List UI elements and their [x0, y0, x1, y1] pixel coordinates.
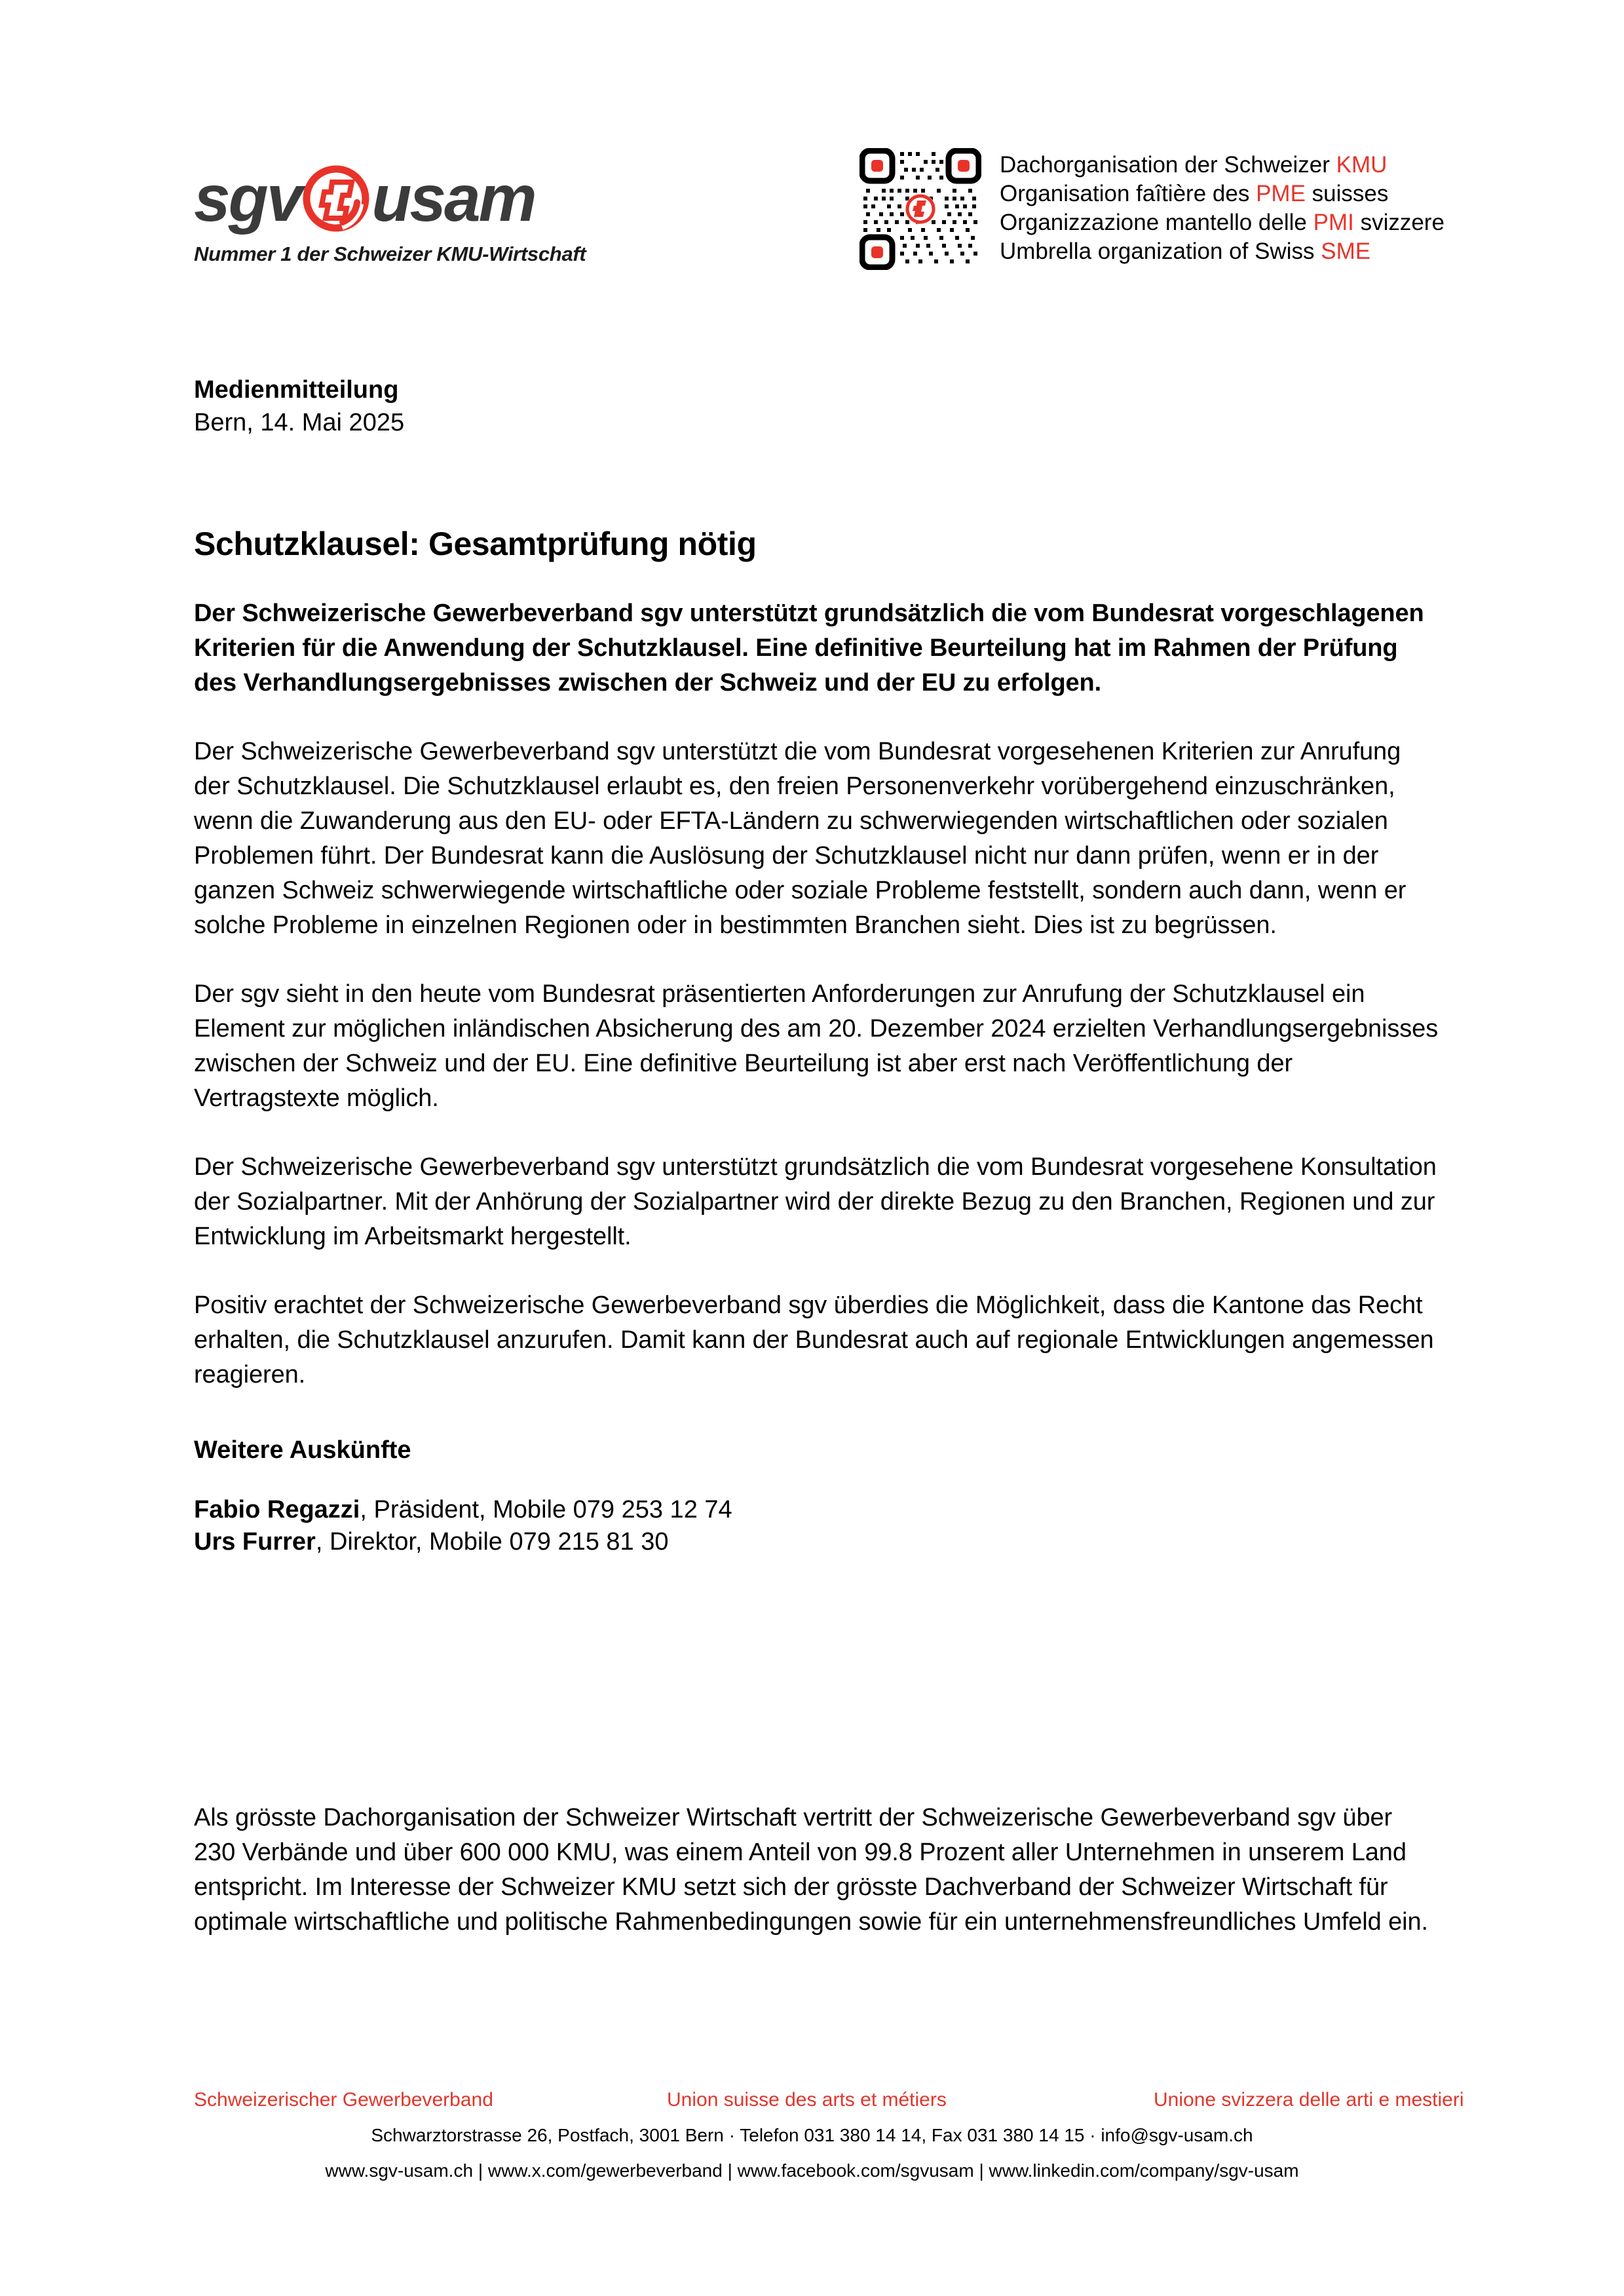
logo-text-usam: usam: [371, 162, 535, 235]
footer-links-line[interactable]: www.sgv-usam.ch | www.x.com/gewerbeverband | www.facebook.com/sgvusam | www.linkedin.com/company/sgv-usam: [325, 2160, 1299, 2181]
qr-code-icon[interactable]: [859, 148, 981, 270]
org-line-fr-prefix: Organisation faîtière des: [1000, 181, 1256, 206]
org-line-en-highlight: SME: [1321, 239, 1371, 264]
body-paragraph-4: Positiv erachtet der Schweizerische Gewerbeverband sgv überdies die Möglichkeit, dass die Kantone das Recht erhalten, die Schutzklausel anzurufen. Damit kann der Bundesrat auch auf regionale Entwicklungen angemessen reagieren.: [194, 1292, 1434, 1388]
footer-address-line: Schwarztorstrasse 26, Postfach, 3001 Bern · Telefon 031 380 14 14, Fax 031 380 14 15 · info@sgv-usam.ch: [371, 2125, 1253, 2145]
body-paragraph-1: Der Schweizerische Gewerbeverband sgv unterstützt die vom Bundesrat vorgesehenen Kriterien zur Anrufung der Schutzklausel. Die Schutzklausel erlaubt es, den freien Personenverkehr vorübergehend einzuschränken, wenn die Zuwanderung aus den EU- oder EFTA-Ländern zu schwerwiegenden wirtschaftlichen oder sozialen Problemen führt. Der Bundesrat kann die Auslösung der Schutzklausel nicht nur dann prüfen, wenn er in der ganzen Schweiz schwerwiegende wirtschaftliche oder soziale Probleme feststellt, sondern auch dann, wenn er solche Probleme in einzelnen Regionen oder in bestimmten Branchen sieht. Dies ist zu begrüssen.: [194, 738, 1407, 939]
organization-identity-block: [859, 148, 1445, 270]
sgv-usam-logo: [194, 160, 600, 266]
sgv-usam-circle-logo-icon: [302, 164, 370, 233]
org-line-fr-highlight: PME: [1256, 181, 1306, 206]
body-paragraph-3: Der Schweizerische Gewerbeverband sgv unterstützt grundsätzlich die vom Bundesrat vorgesehene Konsultation der Sozialpartner. Mit der Anhörung der Sozialpartner wird der direkte Bezug zu den Branchen, Regionen und zur Entwicklung im Arbeitsmarkt hergestellt.: [194, 1153, 1437, 1250]
org-line-it-highlight: PMI: [1313, 210, 1354, 235]
organization-taglines: [1000, 148, 1445, 266]
org-line-it-suffix: svizzere: [1353, 210, 1445, 235]
contact-details-president: , Präsident, Mobile 079 253 12 74: [360, 1496, 732, 1523]
contact-name-president: Fabio Regazzi: [194, 1496, 360, 1523]
org-line-en: [1000, 237, 1445, 266]
org-line-de: [1000, 151, 1445, 180]
footer-name-de: Schweizerischer Gewerbeverband: [194, 2089, 493, 2111]
org-line-it: [1000, 208, 1445, 237]
body-paragraph-2: Der sgv sieht in den heute vom Bundesrat präsentierten Anforderungen zur Anrufung der Schutzklausel ein Element zur möglichen inländischen Absicherung des am 20. Dezember 2024 erzielten Verhandlungsergebnisses zwischen der Schweiz und der EU. Eine definitive Beurteilung ist aber erst nach Veröffentlichung der Vertragstexte möglich.: [194, 980, 1439, 1112]
org-line-fr: [1000, 180, 1445, 208]
org-line-de-highlight: KMU: [1336, 152, 1388, 178]
contact-item-director: [194, 1526, 1439, 1558]
boilerplate-paragraph: Als grösste Dachorganisation der Schweizer Wirtschaft vertritt der Schweizerische Gewerbeverband sgv über 230 Verbände und über 600 000 KMU, was einem Anteil von 99.8 Prozent aller Unternehmen in unserem Land entspricht. Im Interesse der Schweizer KMU setzt sich der grösste Dachverband der Schweizer Wirtschaft für optimale wirtschaftliche und politische Rahmenbedingungen sowie für ein unternehmensfreundliches Umfeld ein.: [194, 1804, 1428, 1936]
org-line-it-prefix: Organizzazione mantello delle: [1000, 210, 1313, 235]
logo-tagline: Nummer 1 der Schweizer KMU-Wirtschaft: [194, 242, 586, 265]
contact-list: [194, 1494, 1439, 1558]
contact-name-director: Urs Furrer: [194, 1528, 316, 1556]
footer-name-it: Unione svizzera delle arti e mestieri: [1154, 2089, 1464, 2111]
contact-details-director: , Direktor, Mobile 079 215 81 30: [315, 1528, 669, 1556]
contact-item-president: [194, 1494, 1439, 1526]
footer-name-fr: Union suisse des arts et métiers: [667, 2089, 947, 2111]
place-and-date: Bern, 14. Mai 2025: [194, 409, 405, 436]
page-footer: [0, 2088, 1624, 2185]
page-header: [0, 139, 1624, 290]
footer-organization-names: [194, 2088, 1464, 2114]
lead-paragraph: Der Schweizerische Gewerbeverband sgv unterstützt grundsätzlich die vom Bundesrat vorgeschlagenen Kriterien für die Anwendung der Schutzklausel. Eine definitive Beurteilung hat im Rahmen der Prüfung des Verhandlungsergebnisses zwischen der Schweiz und der EU zu erfolgen.: [194, 600, 1424, 697]
document-body: [194, 373, 1439, 1558]
page-title: Schutzklausel: Gesamtprüfung nötig: [194, 526, 757, 562]
org-line-en-prefix: Umbrella organization of Swiss: [1000, 239, 1321, 264]
org-line-fr-suffix: suisses: [1305, 181, 1389, 206]
contact-section-heading: Weitere Auskünfte: [194, 1436, 411, 1464]
logo-wordmark: [194, 160, 600, 237]
document-type-label: Medienmitteilung: [194, 376, 399, 404]
logo-text-sgv: sgv: [194, 162, 301, 235]
org-line-de-prefix: Dachorganisation der Schweizer: [1000, 152, 1336, 178]
